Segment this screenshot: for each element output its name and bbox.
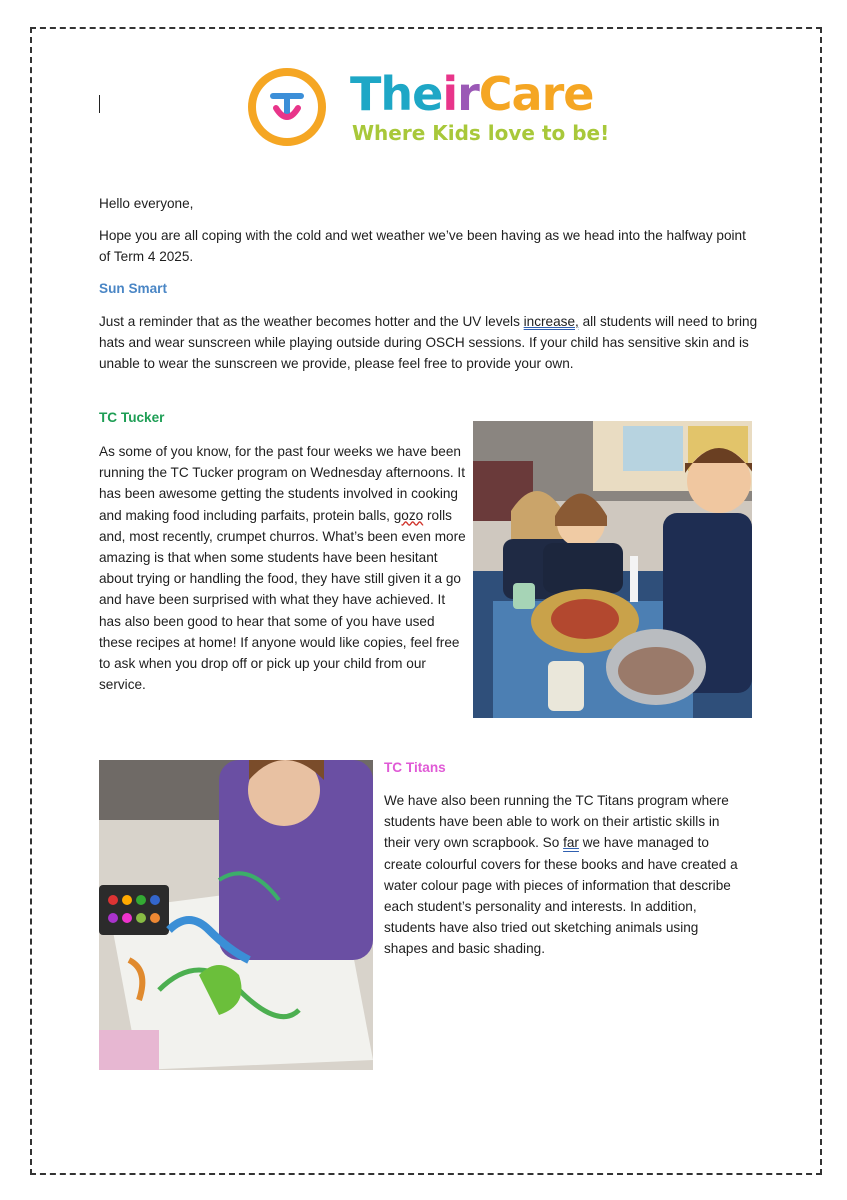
brand-name: TheirCare	[350, 67, 594, 121]
tc-tucker-heading: TC Tucker	[99, 410, 165, 425]
tc-tucker-paragraph: As some of you know, for the past four weeks we have been running the TC Tucker program on Wednesday afternoons. It has been awesome getting the students involved in cooking and making food including parfaits, protein balls, gozo rolls and, most recently, crumpet churros. What’s been even more amazing is that when some students have been hesitant about trying or handling the food, they have still given it a go and have been surprised with what they have achieved. It has also been good to hear that some of you have used these recipes at home! If anyone would like copies, feel free to ask when you drop off or pick up your child from our service.	[99, 444, 466, 693]
greeting: Hello everyone,	[99, 196, 194, 211]
tc-titans-paragraph: We have also been running the TC Titans program where students have been able to work on their artistic skills in their very own scrapbook. So far we have managed to create colourful covers for these books and have created a water colour page with pieces of information that describe each student’s personality and interests. In addition, students have also tried out sketching animals using shapes and basic shading.	[384, 793, 738, 957]
intro-paragraph: Hope you are all coping with the cold and wet weather we’ve been having as we head into the halfway point of Term 4 2025.	[99, 228, 746, 265]
student-painting-photo	[99, 760, 373, 1070]
brand-tagline: Where Kids love to be!	[352, 121, 610, 145]
text-cursor	[99, 95, 100, 113]
theircare-logo	[246, 66, 616, 152]
tc-titans-heading: TC Titans	[384, 760, 446, 775]
sun-smart-paragraph: Just a reminder that as the weather becomes hotter and the UV levels increase, all students will need to bring hats and wear sunscreen while playing outside during OSCH sessions. If your child has sensitive skin and is unable to wear the sunscreen we provide, please feel free to provide your own.	[99, 314, 758, 372]
grammar-flag-increase[interactable]: increase,	[523, 314, 579, 329]
students-cooking-photo	[473, 421, 752, 718]
sun-smart-heading: Sun Smart	[99, 281, 167, 296]
grammar-flag-far[interactable]: far	[563, 835, 579, 851]
smiley-logo-icon	[246, 66, 332, 152]
spelling-flag-gozo[interactable]: gozo	[393, 507, 424, 523]
